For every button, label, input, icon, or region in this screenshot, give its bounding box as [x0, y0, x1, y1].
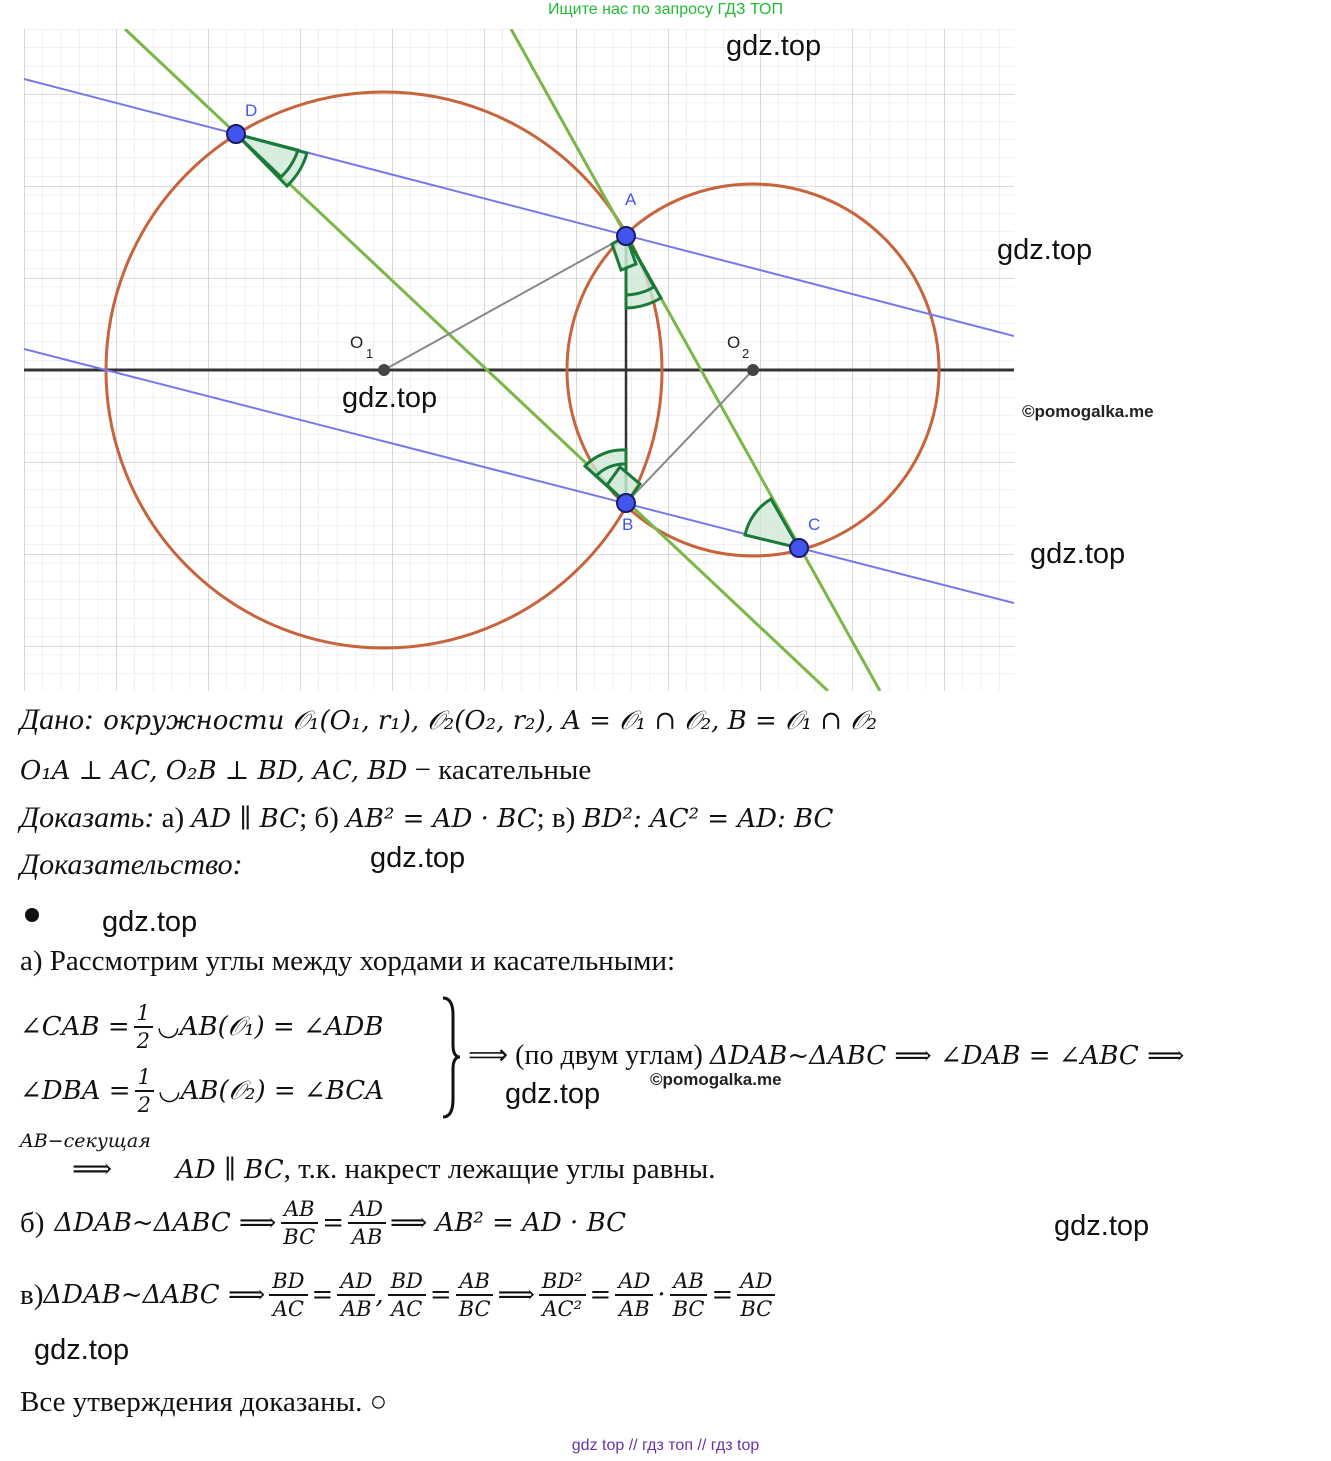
watermark-gdz: gdz.top	[370, 842, 466, 874]
conclusion: Все утверждения доказаны. ○	[20, 1386, 388, 1418]
prove-line	[20, 800, 833, 835]
label-o1: O	[350, 333, 364, 352]
fraction: $\frac{AD}{AB}$	[348, 1196, 386, 1251]
part-b-math: ΔDAB~ΔABC ⟹	[54, 1208, 277, 1239]
given-text-1: окружности 𝒪₁(O₁, r₁), 𝒪₂(O₂, r₂), A = 𝒪₁ ∩ 𝒪₂, B = 𝒪₁ ∩ 𝒪₂	[103, 706, 878, 736]
center-o1	[378, 364, 390, 376]
label-d: D	[245, 101, 258, 120]
watermark-gdz: gdz.top	[342, 382, 438, 414]
prove-c-label: ; в)	[536, 802, 583, 834]
part-a-intro: а) Рассмотрим углы между хордами и касательными:	[20, 945, 676, 977]
arrow-a: ⟹	[72, 1152, 113, 1185]
label-a: A	[625, 190, 637, 209]
prove-c: BD²: AC² = AD: BC	[582, 804, 834, 834]
fraction: $\frac{BD}{AC}$	[269, 1268, 307, 1323]
equation-1	[20, 1000, 384, 1055]
eq2-left: ∠DBA =	[20, 1076, 131, 1107]
fraction: $\frac{\text{BD²}}{\text{AC²}}$	[539, 1268, 586, 1323]
half-fraction: $\frac{1}{2}$	[134, 1000, 153, 1055]
point-b	[617, 494, 635, 512]
prove-a: AD ∥ BC	[191, 804, 300, 834]
prove-a-label: а)	[154, 802, 192, 834]
geometry-figure	[0, 0, 1331, 695]
fraction: $\frac{AB}{BC}$	[280, 1196, 318, 1251]
eq1-right: ◡AB(𝒪₁) = ∠ADB	[157, 1011, 384, 1042]
watermark-gdz: gdz.top	[102, 906, 198, 938]
equation-2	[20, 1064, 384, 1119]
banner-text: Ищите нас по запросу ГДЗ ТОП	[548, 1, 783, 18]
fraction: $\frac{AD}{AB}$	[337, 1268, 375, 1323]
conclusion-a-text: , т.к. накрест лежащие углы равны.	[283, 1153, 716, 1185]
footer	[0, 1437, 1331, 1455]
secant-note: AB−секущая	[20, 1130, 151, 1152]
part-c-label: в)	[20, 1278, 44, 1311]
label-b: B	[622, 515, 634, 534]
part-b-tail: ⟹ AB² = AD · BC	[390, 1208, 627, 1239]
center-o2	[747, 364, 759, 376]
watermark-gdz: gdz.top	[997, 234, 1093, 266]
watermark-gdz: gdz.top	[34, 1334, 130, 1366]
implies-text: ⟹ (по двум углам)	[468, 1040, 710, 1071]
implies-math: ΔDAB~ΔABC ⟹ ∠DAB = ∠ABC ⟹	[709, 1041, 1185, 1071]
fraction: $\frac{BD}{AC}$	[388, 1268, 426, 1323]
brace-icon	[440, 995, 464, 1120]
fraction: $\frac{AD}{BC}$	[737, 1268, 775, 1323]
label-o1-sub: 1	[366, 346, 374, 361]
grid	[24, 29, 1014, 691]
eq1-left: ∠CAB =	[20, 1012, 130, 1043]
conclusion-a-math: AD ∥ BC	[176, 1155, 284, 1185]
watermark-pomogalka: ©pomogalka.me	[1022, 402, 1154, 421]
prove-b-label: ; б)	[299, 802, 347, 834]
eq2-right: ◡AB(𝒪₂) = ∠BCA	[157, 1075, 384, 1106]
label-c: C	[808, 515, 821, 534]
proof-label: Доказательство:	[20, 848, 243, 881]
watermark-gdz: gdz.top	[505, 1078, 601, 1110]
implies-line	[468, 1038, 1184, 1072]
conclusion-a	[176, 1153, 716, 1186]
watermark-gdz: gdz.top	[1054, 1210, 1150, 1242]
given-line-1	[20, 702, 877, 737]
point-d	[227, 125, 245, 143]
part-c-line: в) ΔDAB~ΔABC ⟹ $\frac{BD}{AC}$ = $\frac{AD}{AB}$ , $\frac{BD}{AC}$ = $\frac{AB}{BC}$ ⟹ $\frac{\text{BD²}}{\text{AC²}}$ = $\frac{AD}{AB}$ · $\frac{AB}{BC}$ = $\frac{AD}{BC}$	[20, 1268, 779, 1323]
point-a	[617, 227, 635, 245]
fraction: $\frac{AD}{AB}$	[615, 1268, 653, 1323]
fraction: $\frac{AB}{BC}$	[456, 1268, 494, 1323]
footer-text: gdz top // гдз топ // гдз top	[571, 1437, 760, 1454]
given-text-2: − касательные	[407, 754, 592, 786]
part-c-math: ΔDAB~ΔABC ⟹	[43, 1280, 266, 1311]
label-o2-sub: 2	[742, 346, 750, 361]
label-o2: O	[727, 333, 741, 352]
half-fraction: $\frac{1}{2}$	[135, 1064, 154, 1119]
given-math-2: O₁A ⊥ AC, O₂B ⊥ BD, AC, BD	[20, 756, 408, 786]
watermark-pomogalka: ©pomogalka.me	[650, 1070, 782, 1089]
prove-b: AB² = AD · BC	[346, 804, 537, 834]
part-b-line: б) ΔDAB~ΔABC ⟹ $\frac{AB}{BC}$ = $\frac{AD}{AB}$ ⟹ AB² = AD · BC	[20, 1197, 627, 1250]
bullet-icon	[25, 908, 39, 922]
watermark-gdz: gdz.top	[726, 30, 822, 62]
given-line-2	[20, 752, 591, 787]
fraction: $\frac{AB}{BC}$	[670, 1268, 708, 1323]
part-b-label: б)	[20, 1206, 45, 1239]
prove-label: Доказать:	[20, 801, 155, 834]
point-c	[790, 539, 808, 557]
watermark-gdz: gdz.top	[1030, 538, 1126, 570]
given-label: Дано:	[20, 703, 94, 736]
